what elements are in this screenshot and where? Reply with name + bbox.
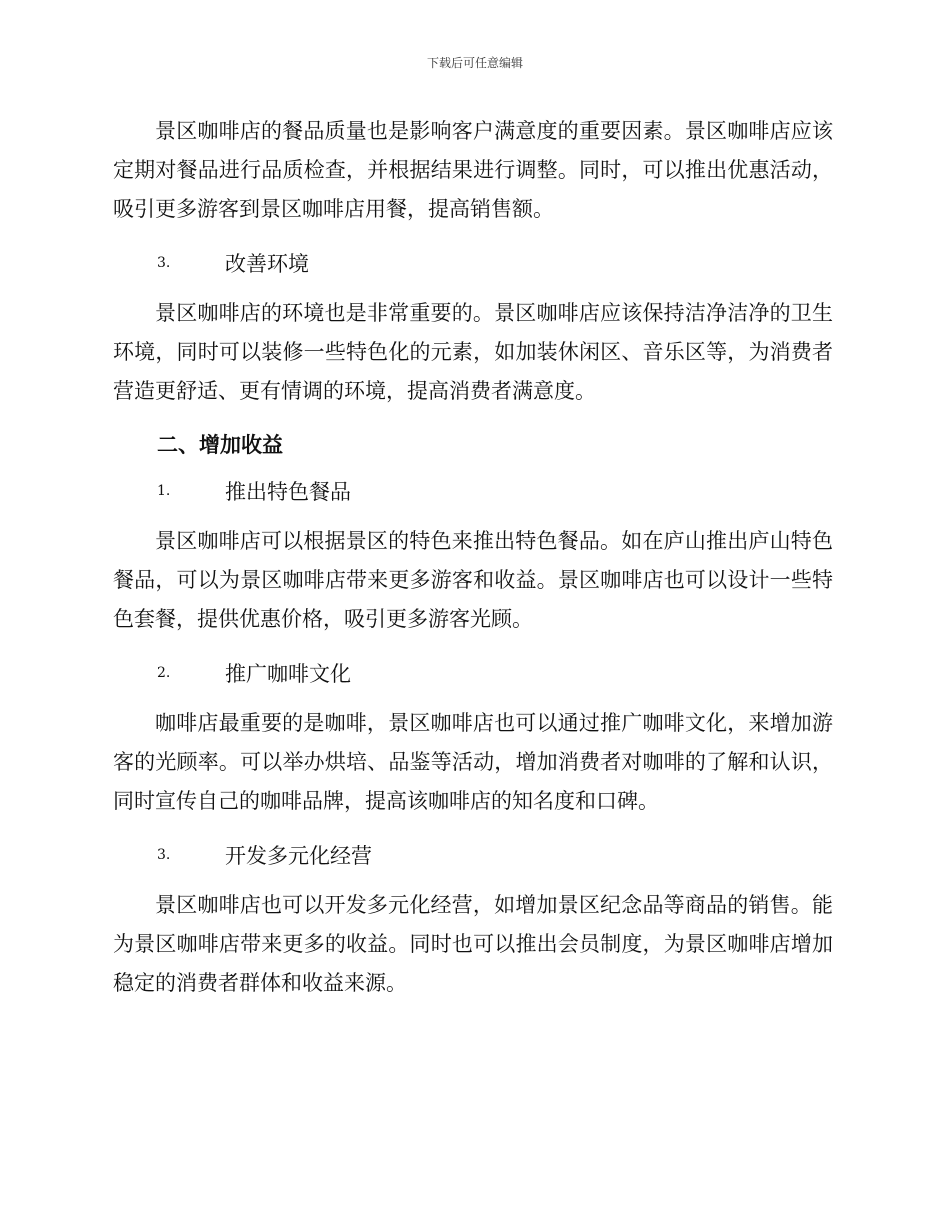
paragraph: 景区咖啡店可以根据景区的特色来推出特色餐品。如在庐山推出庐山特色餐品，可以为景区咖啡店带来更多游客和收益。景区咖啡店也可以设计一些特色套餐，提供优惠价格，吸引更多游客光顾。 — [113, 529, 833, 631]
list-item-number: 1. — [157, 483, 171, 499]
list-item-number: 2. — [157, 665, 171, 681]
list-item — [113, 248, 833, 278]
section-heading: 二、增加收益 — [157, 432, 283, 457]
list-item — [113, 840, 833, 870]
list-item-title: 推出特色餐品 — [225, 480, 351, 504]
list-item-title: 推广咖啡文化 — [225, 662, 351, 686]
paragraph: 景区咖啡店的环境也是非常重要的。景区咖啡店应该保持洁净洁净的卫生环境，同时可以装修一些特色化的元素，如加装休闲区、音乐区等，为消费者营造更舒适、更有情调的环境，提高消费者满意度。 — [113, 301, 833, 403]
page-header: 下载后可任意编辑 — [426, 56, 523, 70]
document-body — [113, 112, 833, 1022]
list-item-number: 3. — [157, 255, 171, 271]
list-item-number: 3. — [157, 847, 171, 863]
paragraph: 咖啡店最重要的是咖啡，景区咖啡店也可以通过推广咖啡文化，来增加游客的光顾率。可以举办烘培、品鉴等活动，增加消费者对咖啡的了解和认识，同时宣传自己的咖啡品牌，提高该咖啡店的知名度和口碑。 — [113, 711, 833, 813]
paragraph: 景区咖啡店的餐品质量也是影响客户满意度的重要因素。景区咖啡店应该定期对餐品进行品质检查，并根据结果进行调整。同时，可以推出优惠活动，吸引更多游客到景区咖啡店用餐，提高销售额。 — [113, 119, 833, 221]
list-item — [113, 658, 833, 688]
paragraph: 景区咖啡店也可以开发多元化经营，如增加景区纪念品等商品的销售。能为景区咖啡店带来更多的收益。同时也可以推出会员制度，为景区咖啡店增加稳定的消费者群体和收益来源。 — [113, 893, 833, 995]
list-item-title: 改善环境 — [225, 252, 309, 276]
list-item-title: 开发多元化经营 — [225, 844, 372, 868]
list-item — [113, 476, 833, 506]
